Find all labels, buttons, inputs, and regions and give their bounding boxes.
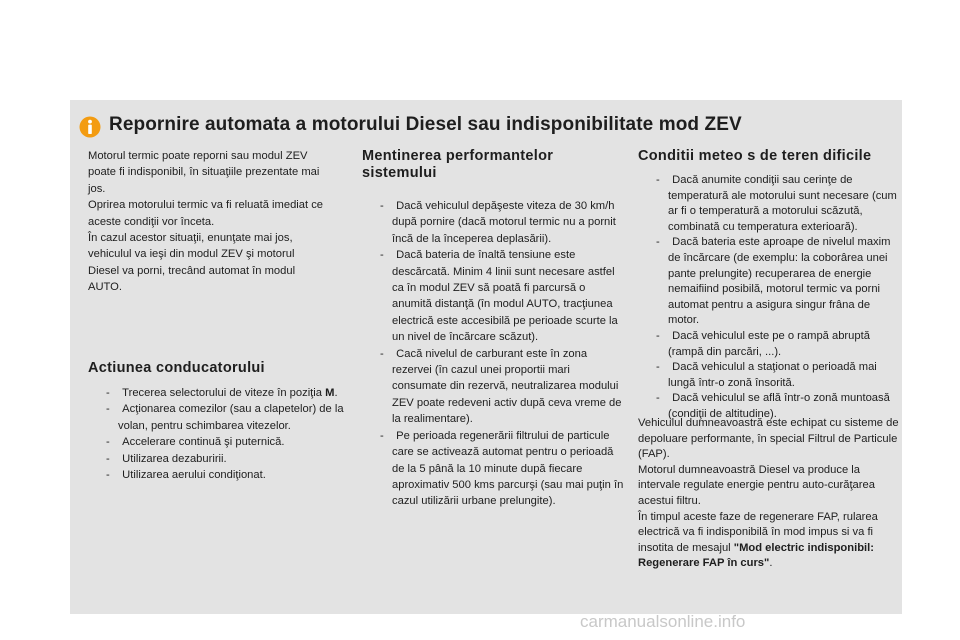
performance-item-3: Cacă nivelul de carburant este în zona rezervei (în cazul unei proportii mari consumate din rezervă, neutralizarea modului ZEV poate redeveni activ după ceva vreme de la realimentare). bbox=[392, 347, 622, 426]
weather-section bbox=[638, 148, 900, 423]
fap-paragraph-1: Vehiculul dumneavoastră este echipat cu sisteme de depoluare performante, în special Filtrul de Particule (FAP). bbox=[638, 417, 899, 461]
fap-paragraph-3 bbox=[638, 510, 900, 572]
driver-action-item-2: Acţionarea comezilor (sau a clapetelor) de la volan, pentru schimbarea vitezelor. bbox=[118, 403, 344, 432]
page-title: Repornire automata a motorului Diesel sau indisponibilitate mod ZEV bbox=[109, 114, 742, 135]
list-item: - Trecerea selectorului de viteze în poziţia M. bbox=[106, 387, 338, 399]
driver-action-heading: Actiunea conducatorului bbox=[88, 360, 265, 376]
fap-paragraph-3-end: . bbox=[769, 557, 773, 570]
intro-paragraph-1: Motorul termic poate reporni sau modul ZEV poate fi indisponibil, în situaţiile prezentate mai jos. bbox=[88, 150, 320, 195]
list-item: - Dacă vehiculul depăşeste viteza de 30 km/h după pornire (dacă motorul termic nu a pornit încă de la începerea deplasării). bbox=[380, 200, 616, 245]
driver-action-item-5: Utilizarea aerului condiţionat. bbox=[122, 469, 266, 482]
gear-position-end: . bbox=[334, 387, 338, 399]
list-item: - Dacă vehiculul a staţionat o perioadă mai lungă într-o zonă însorită. bbox=[656, 361, 877, 389]
fap-paragraph-3-text: În timpul aceste faze de regenerare FAP, rularea electrică va fi indisponibilă în mod impus si va fi insotita de mesajul bbox=[638, 510, 878, 554]
gear-position-letter: M bbox=[325, 387, 335, 399]
weather-item-2: Dacă bateria este aproape de nivelul maxim de încărcare (de exemplu: la coborârea unei pante prelungite) recuperarea de energie nemaifiind posibilă, motorul termic va porni automat pentru a asigura singur frâna de motor. bbox=[668, 236, 891, 327]
performance-item-4: Pe perioada regenerării filtrului de particule care se activează automat pentru o perioadă de la 5 până la 10 minute după fiecare aproximativ 500 kms parcurşi (sau mai puţin în cazul utilizării urbane prelungite). bbox=[392, 429, 624, 508]
list-item: - Dacă bateria este aproape de nivelul maxim de încărcare (de exemplu: la coborârea unei pante prelungite) recuperarea de energie nemaifiind posibilă, motorul termic va porni automat pentru a asigura singur frâna de motor. bbox=[656, 236, 891, 327]
weather-item-4: Dacă vehiculul a staţionat o perioadă mai lungă într-o zonă însorită. bbox=[668, 361, 877, 389]
section-header bbox=[79, 114, 899, 142]
weather-item-3: Dacă vehiculul este pe o rampă abruptă (rampă din parcări, ...). bbox=[668, 329, 870, 358]
list-item: - Accelerare continuă şi puternică. bbox=[106, 436, 285, 449]
list-item: - Pe perioada regenerării filtrului de particule care se activează automat pentru o perioadă de la 5 până la 10 minute după fiecare aproximativ 500 kms parcurşi (sau mai puţin în cazul utilizării urbane prelungite). bbox=[380, 429, 624, 508]
intro-paragraph-2: Oprirea motorului termic va fi reluată imediat ce aceste condiţii vor înceta. bbox=[88, 199, 324, 228]
info-icon bbox=[79, 116, 101, 138]
driver-action-item-3: Accelerare continuă şi puternică. bbox=[122, 436, 285, 449]
list-item: - Utilizarea aerului condiţionat. bbox=[106, 469, 266, 482]
list-item: - Dacă vehiculul se află într-o zonă muntoasă (condiţii de altitudine). bbox=[656, 392, 890, 420]
list-item: - Dacă vehiculul este pe o rampă abruptă (rampă din parcări, ...). bbox=[656, 329, 870, 358]
performance-item-2: Dacă bateria de înaltă tensiune este descărcată. Minim 4 linii sunt necesare astfel ca în modul ZEV să poată fi parcursă o anumită distanţă (în modul AUTO, tracţiunea electrică este accesibilă pe perioade scurte la un nivel de încărcare scăzut). bbox=[392, 249, 618, 344]
performance-item-1: Dacă vehiculul depăşeste viteza de 30 km/h după pornire (dacă motorul termic nu a pornit încă de la începerea deplasării). bbox=[392, 200, 616, 245]
weather-heading: Conditii meteo s de teren dificile bbox=[638, 148, 872, 164]
fap-message: "Mod electric indisponibil: Regenerare FAP în curs" bbox=[638, 541, 874, 570]
weather-item-5: Dacă vehiculul se află într-o zonă muntoasă (condiţii de altitudine). bbox=[668, 392, 890, 420]
watermark: carmanualsonline.info bbox=[580, 612, 746, 631]
fap-section bbox=[638, 416, 900, 572]
intro-text bbox=[88, 148, 328, 296]
performance-heading: Mentinerea performantelor sistemului bbox=[362, 148, 554, 181]
list-item: - Dacă anumite condiţii sau cerinţe de temperatură ale motorului sunt necesare (cum ar fi o temperatură a motorului scăzută, combinată cu temperatura exterioară). bbox=[656, 174, 897, 233]
driver-action-item-4: Utilizarea dezaburirii. bbox=[122, 452, 227, 465]
driver-action-section bbox=[88, 360, 348, 483]
fap-paragraph-2: Motorul dumneavoastră Diesel va produce la intervale regulate energie pentru auto-curăţarea acestui filtru. bbox=[638, 463, 875, 507]
list-item: - Acţionarea comezilor (sau a clapetelor) de la volan, pentru schimbarea vitezelor. bbox=[106, 403, 344, 432]
list-item: - Cacă nivelul de carburant este în zona rezervei (în cazul unei proportii mari consumate din rezervă, neutralizarea modului ZEV poate redeveni activ după ceva vreme de la realimentare). bbox=[380, 347, 622, 426]
list-item: - Utilizarea dezaburirii. bbox=[106, 452, 227, 465]
intro-paragraph-3: În cazul acestor situaţii, enunţate mai jos, vehiculul va ieşi din modul ZEV şi motorul Diesel va porni, trecând automat în modul AUTO. bbox=[88, 232, 296, 294]
weather-item-1: Dacă anumite condiţii sau cerinţe de temperatură ale motorului sunt necesare (cum ar fi o temperatură a motorului scăzută, combinată cu temperatura exterioară). bbox=[668, 174, 897, 233]
list-item: - Dacă bateria de înaltă tensiune este descărcată. Minim 4 linii sunt necesare astfel ca în modul ZEV să poată fi parcursă o anumită distanţă (în modul AUTO, tracţiunea electrică este accesibilă pe perioade scurte la un nivel de încărcare scăzut). bbox=[380, 249, 618, 344]
performance-section bbox=[362, 148, 624, 510]
driver-action-item-1: Trecerea selectorului de viteze în poziţia bbox=[122, 387, 322, 399]
